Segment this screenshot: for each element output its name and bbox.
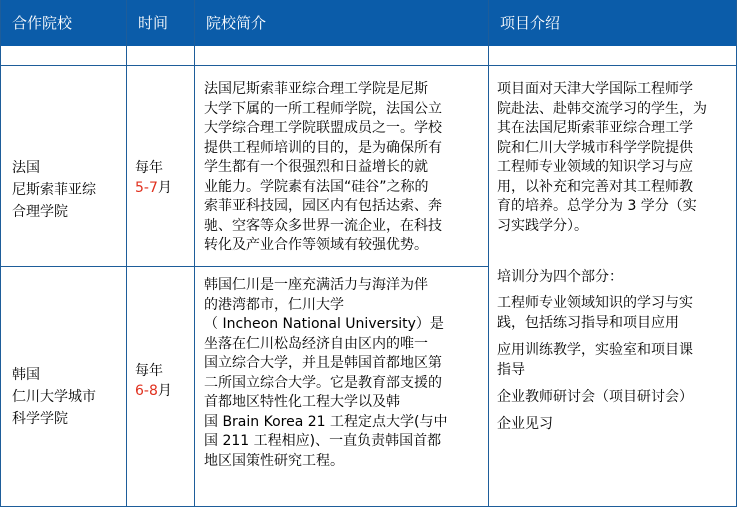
school-name-line: 科学学院 <box>12 411 68 427</box>
school-country: 韩国 <box>12 367 40 383</box>
row-france-time <box>135 158 193 198</box>
row-korea-school <box>12 364 124 430</box>
grid-line <box>194 0 195 507</box>
time-prefix: 每年 <box>135 160 163 176</box>
grid-line <box>0 65 737 66</box>
grid-line <box>126 0 127 507</box>
training-part <box>497 341 735 380</box>
training-title: 培训分为四个部分： <box>497 269 623 285</box>
school-name-line: 仁川大学城市 <box>12 389 96 405</box>
project-line: 院和仁川大学城市科学学院提供 <box>497 139 693 156</box>
intro-line: 的港湾都市，仁川大学 <box>204 296 344 313</box>
intro-line: 国 211 工程相应)、一直负责韩国首都 <box>204 433 442 449</box>
intro-line: 国 Brain Korea 21 工程定点大学(与中 <box>204 413 448 430</box>
project-line: 育的培养。总学分为 3 学分（实 <box>497 198 697 214</box>
project-line: 院赴法、赴韩交流学习的学生，为 <box>497 100 707 117</box>
intro-line: 首都地区特性化工程大学以及韩 <box>204 394 400 410</box>
project-description <box>497 80 735 236</box>
time-months <box>135 381 193 401</box>
intro-line: 业能力。学院素有法国“硅谷”之称的 <box>204 178 429 195</box>
time-prefix: 每年 <box>135 363 163 379</box>
intro-line: 索菲亚科技园，园区内有包括达索、奔 <box>204 198 442 214</box>
intro-line: 坐落在仁川松岛经济自由区内的唯一 <box>204 335 428 352</box>
intro-line: 转化及产业合作等领域有较强优势。 <box>204 237 428 253</box>
training-part <box>497 294 735 333</box>
project-line: 其在法国尼斯索菲亚综合理工学 <box>497 120 693 136</box>
school-country: 法国 <box>12 160 40 176</box>
project-line: 项目面对天津大学国际工程师学 <box>497 81 693 97</box>
intro-line: 国立综合大学，并且是韩国首都地区第 <box>204 355 442 371</box>
intro-line: 大学下属的一所工程师学院，法国公立 <box>204 100 442 117</box>
project-line: 工程师专业领域的知识学习与应 <box>497 159 693 175</box>
row-france-intro <box>204 80 486 256</box>
month-suffix: 月 <box>157 383 172 399</box>
intro-line: （ Incheon National University）是 <box>204 316 444 332</box>
grid-line <box>488 0 489 507</box>
intro-line: 地区国策性研究工程。 <box>204 452 344 469</box>
intro-line: 法国尼斯索菲亚综合理工学院是尼斯 <box>204 81 428 97</box>
training-part-line: 践，包括练习指导和项目应用 <box>497 314 679 331</box>
intro-line: 大学综合理工学院联盟成员之一。学校 <box>204 120 442 136</box>
intro-line: 提供工程师培训的目的，是为确保所有 <box>204 139 442 156</box>
intro-line: 学生都有一个很强烈和日益增长的就 <box>204 159 428 175</box>
intro-line: 韩国仁川是一座充满活力与海洋为伴 <box>204 277 428 293</box>
training-part-line: 指导 <box>497 361 525 378</box>
header-school: 合作院校 <box>0 0 126 46</box>
training-part-line: 工程师专业领域知识的学习与实 <box>497 295 693 311</box>
month-suffix: 月 <box>157 180 172 196</box>
school-name-line: 尼斯索菲亚综 <box>12 182 96 198</box>
header-intro: 院校简介 <box>194 0 488 46</box>
month-range: 5-7 <box>135 180 158 196</box>
training-part: 企业见习 <box>497 416 553 432</box>
school-name-line: 合理学院 <box>12 204 68 220</box>
intro-line: 二所国立综合大学。它是教育部支援的 <box>204 374 442 391</box>
training-part: 企业教师研讨会（项目研讨会） <box>497 389 693 405</box>
grid-line <box>0 0 1 507</box>
intro-line: 驰、空客等众多世界一流企业，在科技 <box>204 217 442 234</box>
row-korea-intro <box>204 276 486 471</box>
row-france-school <box>12 157 124 223</box>
project-line: 用，以补充和完善对其工程师教 <box>497 178 693 195</box>
time-months <box>135 178 193 198</box>
row-korea-time <box>135 361 193 401</box>
grid-line <box>0 266 488 267</box>
project-line: 习实践学分）。 <box>497 217 588 234</box>
training-part-line: 应用训练教学，实验室和项目课 <box>497 342 693 358</box>
month-range: 6-8 <box>135 383 158 399</box>
header-project: 项目介绍 <box>488 0 737 46</box>
header-time: 时间 <box>126 0 194 46</box>
